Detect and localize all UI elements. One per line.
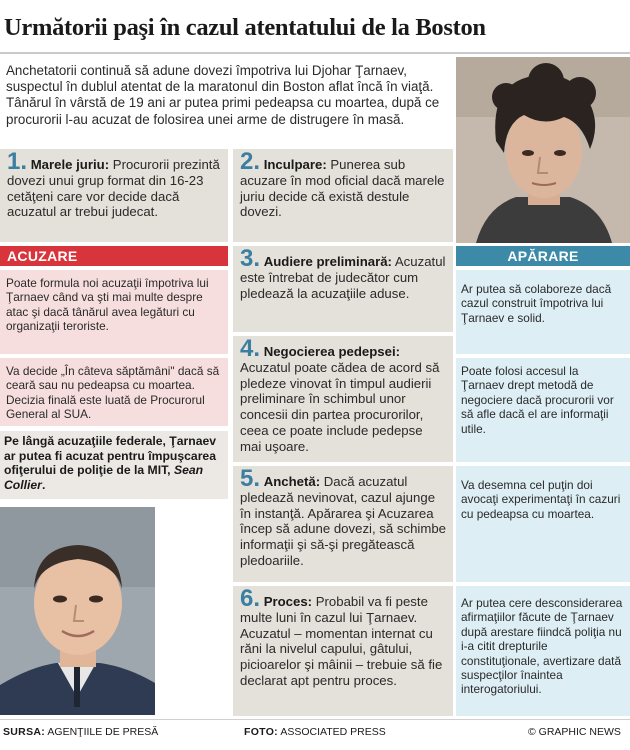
step-title: Inculpare: <box>263 157 327 172</box>
footer-photo <box>244 724 386 740</box>
step-ancheta <box>233 466 453 582</box>
step-marele-juriu <box>0 149 228 242</box>
footer-source-label: SURSA: <box>3 726 46 738</box>
aparare-item: Ar putea să colaboreze dacă cazul construit împotriva lui Ţarnaev e solid. <box>456 270 630 354</box>
title-divider <box>0 52 630 54</box>
step-text: Acuzatul este întrebat de judecător cum pledează la acuzaţiile aduse. <box>240 254 446 301</box>
step-negocierea-pedepsei <box>233 336 453 462</box>
intro-text: Anchetatorii continuă să adune dovezi împotriva lui Djohar Ţarnaev, suspectul în dublul atentat de la maratonul din Boston aflat încă în viaţă. Tânărul în vârstă de 19 ani ar putea primi pedeapsa cu moartea, după ce procurorii l-au acuzat de folosirea unei arme de distrugere în masă. <box>6 63 440 127</box>
acuzare-item: Va decide „În câteva săptămâni" dacă să ceară sau nu pedeapsa cu moartea. Decizia finală este luată de Procurorul General al SUA. <box>0 358 228 426</box>
step-text: Acuzatul poate cădea de acord să pledeze vinovat în timpul audierii preliminare în schimbul unor concesii din partea procurorilor, ceea ce poate include pedepse mai uşoare. <box>240 359 440 454</box>
footer-divider <box>0 719 630 720</box>
step-number: 1. <box>7 148 28 175</box>
step-text: Punerea sub acuzare în mod oficial dacă marele juriu decide că există destule dovezi. <box>240 157 445 220</box>
step-number: 3. <box>240 245 261 272</box>
aparare-header: APĂRARE <box>456 246 630 266</box>
footer-credit: © GRAPHIC NEWS <box>528 726 621 738</box>
acuzare-note-end: . <box>41 477 46 492</box>
step-proces <box>233 586 453 716</box>
aparare-item: Ar putea cere desconsiderarea afirmaţiilor făcute de Ţarnaev după arestare fiindcă poliţia nu i-a citit drepturile constituţionale, avertizare dată suspecţilor înaintea interogatoriului. <box>456 586 630 716</box>
step-number: 4. <box>240 335 261 362</box>
footer-photo-value: ASSOCIATED PRESS <box>280 726 386 738</box>
acuzare-note-text: Pe lângă acuzaţiile federale, Ţarnaev ar putea fi acuzat pentru împuşcarea ofiţerului de poliţie de la MIT, <box>4 434 217 478</box>
step-title: Audiere preliminară: <box>263 254 392 269</box>
step-title: Negocierea pedepsei: <box>263 344 401 359</box>
aparare-item: Va desemna cel puţin doi avocaţi experimentaţi în cazuri cu pedeapsa cu moartea. <box>456 466 630 582</box>
acuzare-item: Poate formula noi acuzaţii împotriva lui Ţarnaev când va şti mai multe despre atac şi dacă tânărul avea legături cu organizaţii teroriste. <box>0 270 228 354</box>
step-number: 6. <box>240 585 261 612</box>
acuzare-note-name: Sean Collier <box>4 463 204 492</box>
officer-photo <box>0 507 155 715</box>
step-text: Procurorii prezintă dovezi unui grup format din 16-23 cetăţeni care vor decide dacă acuzatul ar trebui judecat. <box>7 157 220 220</box>
footer-photo-label: FOTO: <box>244 726 278 738</box>
footer-source-value: AGENŢIILE DE PRESĂ <box>47 726 159 738</box>
step-number: 5. <box>240 465 261 492</box>
footer-source <box>3 724 158 740</box>
page-title: Următorii paşi în cazul atentatului de la Boston <box>4 14 486 41</box>
step-title: Marele juriu: <box>30 157 110 172</box>
step-text: Probabil va fi peste multe luni în cazul lui Ţarnaev. Acuzatul – momentan internat cu răni la nivelul capului, gâtului, picioarelor şi mâinii – trebuie să fie declarat apt pentru proces. <box>240 594 443 688</box>
aparare-item: Poate folosi accesul la Ţarnaev drept metodă de negociere dacă procurorii vor să afle dacă el are informaţii utile. <box>456 358 630 462</box>
step-title: Anchetă: <box>263 474 321 489</box>
acuzare-note <box>0 431 228 499</box>
step-text: Dacă acuzatul pledează nevinovat, cazul ajunge în instanţă. Apărarea şi Acuzarea încep să adune dovezi, să schimbe informaţii şi să-şi pregătească pledoariile. <box>240 474 446 568</box>
step-audiere-preliminara <box>233 246 453 332</box>
suspect-photo <box>456 57 630 243</box>
step-number: 2. <box>240 148 261 175</box>
acuzare-header: ACUZARE <box>0 246 228 266</box>
step-inculpare <box>233 149 453 242</box>
step-title: Proces: <box>263 594 313 609</box>
